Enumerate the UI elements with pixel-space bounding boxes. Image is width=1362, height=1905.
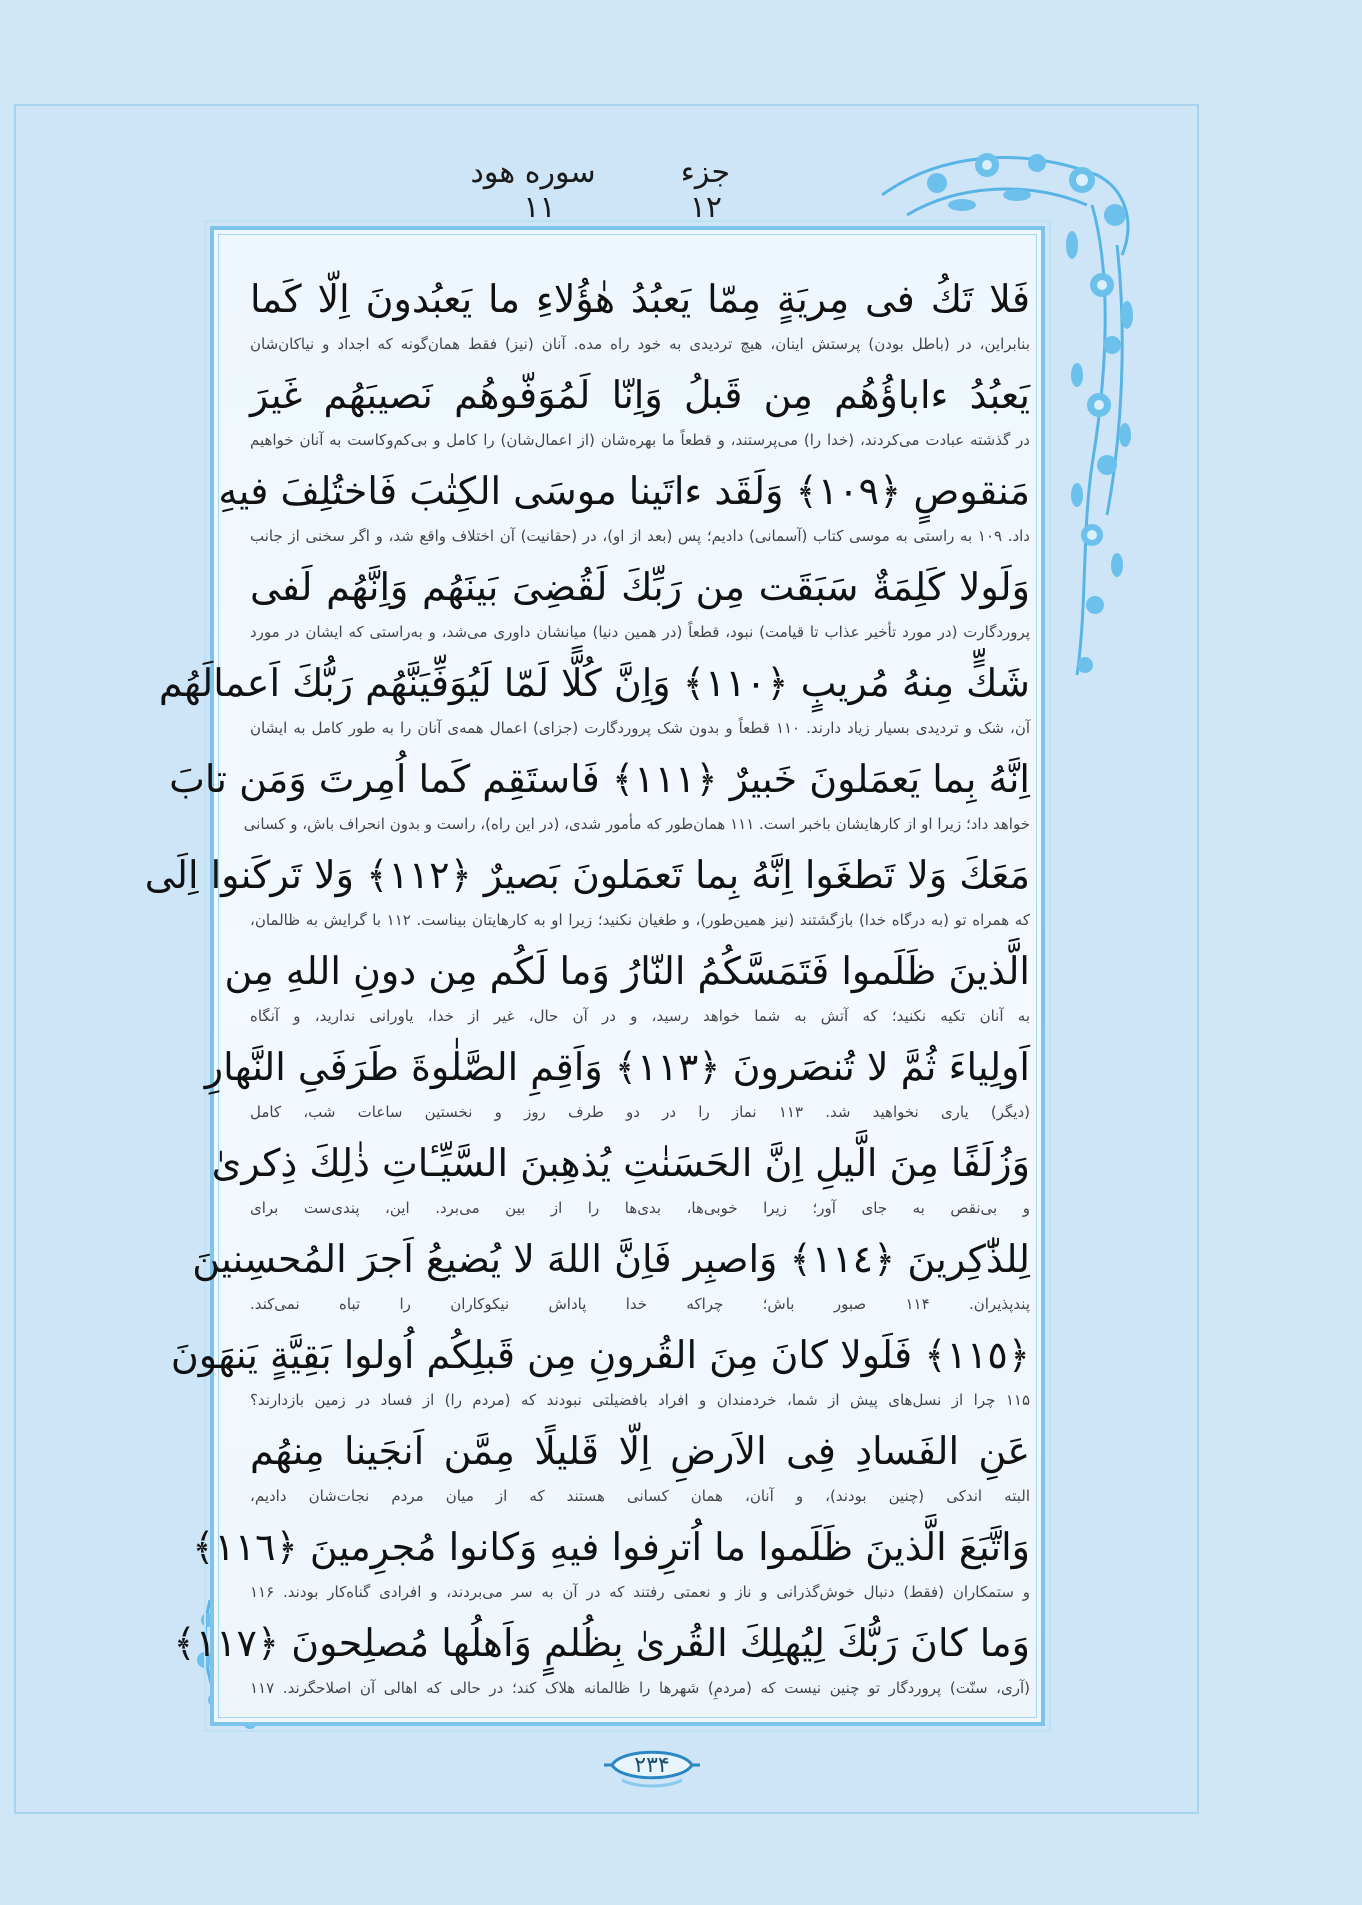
juz-number: ۱۲ (689, 190, 722, 225)
persian-translation: بنابراین، در (باطل بودن) پرستش اینان، هیچ تردیدی به خود راه مده. آنان (نیز) فقط همان‌گونه که اجداد و نیاکان‌شان (250, 335, 1030, 353)
persian-translation: (دیگر) یاری نخواهید شد. ۱۱۳ نماز را در دو طرف روز و نخستین ساعات شب، کامل (250, 1103, 1031, 1121)
persian-translation: در گذشته عبادت می‌کردند، (خدا را) می‌پرستند، و قطعاً ما بهره‌شان (از اعمال‌شان) را کامل و بی‌کم‌وکاست به آنان خواهیم (250, 431, 1030, 449)
verse-line (173, 1614, 1030, 1710)
juz-label: جزء (680, 155, 730, 190)
arabic-text: ﴿١١٥﴾ فَلَولا كانَ مِنَ القُرونِ مِن قَبلِكُم اُولوا بَقِيَّةٍ يَنهَونَ (170, 1333, 1030, 1377)
verse-line (170, 1326, 1030, 1422)
arabic-text: وَزُلَفًا مِنَ الَّيلِ اِنَّ الحَسَنٰتِ يُذهِبنَ السَّيِّـٔاتِ ذٰلِكَ ذِكرىٰ (211, 1141, 1030, 1185)
persian-translation: (آری، سنّت) پروردگار تو چنین نیست که (مردمِ) شهرها را ظالمانه هلاک کند؛ در حالی که اهالی آن اصلاحگرند. ۱۱۷ (250, 1679, 1030, 1697)
verse-line (250, 558, 1030, 654)
verse-line (218, 462, 1030, 558)
arabic-text: اَولِياءَ ثُمَّ لا تُنصَرونَ ﴿١١٣﴾ وَاَقِمِ الصَّلٰوةَ طَرَفَىِ النَّهارِ (204, 1045, 1030, 1089)
arabic-text: مَنقوصٍ ﴿١٠٩﴾ وَلَقَد ءاتَينا موسَى الكِتٰبَ فَاختُلِفَ فيهِ (218, 469, 1030, 513)
arabic-text: فَلا تَكُ فى مِريَةٍ مِمّا يَعبُدُ هٰؤُلاءِ ما يَعبُدونَ اِلّا كَما (250, 277, 1030, 321)
arabic-text: مَعَكَ وَلا تَطغَوا اِنَّهُ بِما تَعمَلونَ بَصيرٌ ﴿١١٢﴾ وَلا تَركَنوا اِلَى (144, 853, 1030, 897)
persian-translation: به آنان تکیه نکنید؛ که آتش به شما خواهد رسید، و در آن حال، غیر از خدا، یاورانی ندارید، و آنگاه (250, 1007, 1030, 1025)
persian-translation: داد. ۱۰۹ به راستی به موسی کتاب (آسمانی) دادیم؛ پس (بعد از او)، در (حقانیت) آن اختلاف واقع شد، و اگر سخنی از جانب (250, 527, 1030, 545)
verse-line (211, 1134, 1030, 1230)
persian-translation: البته اندکی (چنین بودند)، و آنان، همان کسانی هستند که از میان مردم نجات‌شان دادیم، (250, 1487, 1030, 1505)
persian-translation: پروردگارت (در مورد تأخیر عذاب تا قیامت) نبود، قطعاً (در همین دنیا) میانشان داوری می‌شد، و به‌راستی که ایشان در مورد (250, 623, 1030, 641)
arabic-text: عَنِ الفَسادِ فِى الاَرضِ اِلّا قَليلًا مِمَّن اَنجَينا مِنهُم (250, 1429, 1030, 1473)
page-header (390, 155, 730, 225)
persian-translation: آن، شک و تردیدی بسیار زیاد دارند. ۱۱۰ قطعاً و بدون شک پروردگارت (جزای) اعمال همه‌ی آنان را به طور کامل به ایشان (250, 719, 1030, 737)
arabic-text: يَعبُدُ ءاباؤُهُم مِن قَبلُ وَاِنّا لَمُوَفّوهُم نَصيبَهُم غَيرَ (250, 373, 1030, 417)
verse-line (192, 1518, 1030, 1614)
arabic-text: وَلَولا كَلِمَةٌ سَبَقَت مِن رَبِّكَ لَقُضِىَ بَينَهُم وَاِنَّهُم لَفى (250, 565, 1030, 609)
surah-number: ۱۱ (523, 190, 556, 225)
arabic-text: شَكٍّ مِنهُ مُريبٍ ﴿١١٠﴾ وَاِنَّ كُلًّا لَمّا لَيُوَفِّيَنَّهُم رَبُّكَ اَعمالَهُم (158, 661, 1030, 705)
verse-line (224, 942, 1030, 1038)
persian-translation: پندپذیران. ۱۱۴ صبور باش؛ چراکه خدا پاداش نیکوکاران را تباه نمی‌کند. (250, 1295, 1031, 1313)
juz-indicator (632, 155, 730, 225)
arabic-text: وَما كانَ رَبُّكَ لِيُهلِكَ القُرىٰ بِظُلمٍ وَاَهلُها مُصلِحونَ ﴿١١٧﴾ (173, 1621, 1030, 1665)
persian-translation: خواهد داد؛ زیرا او از کارهایشان باخبر است. ۱۱۱ همان‌طور که مأمور شدی، (در این راه)، راست و بدون انحراف باش، و کسانی (243, 815, 1030, 833)
persian-translation: ۱۱۵ چرا از نسل‌های پیش از شما، خردمندان و افراد بافضیلتی نبودند که (مردم را) از فساد در زمین بازدارند؟ (250, 1391, 1030, 1409)
surah-label: سوره هود (470, 155, 596, 190)
arabic-text: الَّذينَ ظَلَموا فَتَمَسَّكُمُ النّارُ وَما لَكُم مِن دونِ اللهِ مِن (224, 949, 1030, 993)
page-number: ۲۳۴ (634, 1752, 670, 1778)
verse-lines (144, 270, 1031, 1710)
arabic-text: لِلذّٰكِرينَ ﴿١١٤﴾ وَاصبِر فَاِنَّ اللهَ لا يُضيعُ اَجرَ المُحسِنينَ (192, 1237, 1030, 1281)
verse-line (250, 270, 1030, 366)
persian-translation: و ستمکاران (فقط) دنبال خوش‌گذرانی و ناز و نعمتی رفتند که در آن به سر می‌بردند، و افرادی گناه‌کار بودند. ۱۱۶ (250, 1583, 1030, 1601)
surah-indicator (390, 155, 596, 225)
verse-line (204, 1038, 1031, 1134)
verse-line (158, 654, 1030, 750)
persian-translation: که همراه تو (به درگاه خدا) بازگشتند (نیز همین‌طور)، و طغیان نکنید؛ زیرا او به کارهایتان بیناست. ۱۱۲ با گرایش به ظالمان، (250, 911, 1030, 929)
arabic-text: وَاتَّبَعَ الَّذينَ ظَلَموا ما اُترِفوا فيهِ وَكانوا مُجرِمينَ ﴿١١٦﴾ (192, 1525, 1030, 1569)
verse-line (250, 1422, 1030, 1518)
page-number-badge (602, 1740, 702, 1790)
verse-line (250, 366, 1030, 462)
verse-line (192, 1230, 1031, 1326)
verse-line (169, 750, 1030, 846)
arabic-text: اِنَّهُ بِما يَعمَلونَ خَبيرٌ ﴿١١١﴾ فَاستَقِم كَما اُمِرتَ وَمَن تابَ (169, 757, 1030, 801)
persian-translation: و بی‌نقص به جای آور؛ زیرا خوبی‌ها، بدی‌ها را از بین می‌برد. این، پندی‌ست برای (250, 1199, 1030, 1217)
verse-line (144, 846, 1030, 942)
